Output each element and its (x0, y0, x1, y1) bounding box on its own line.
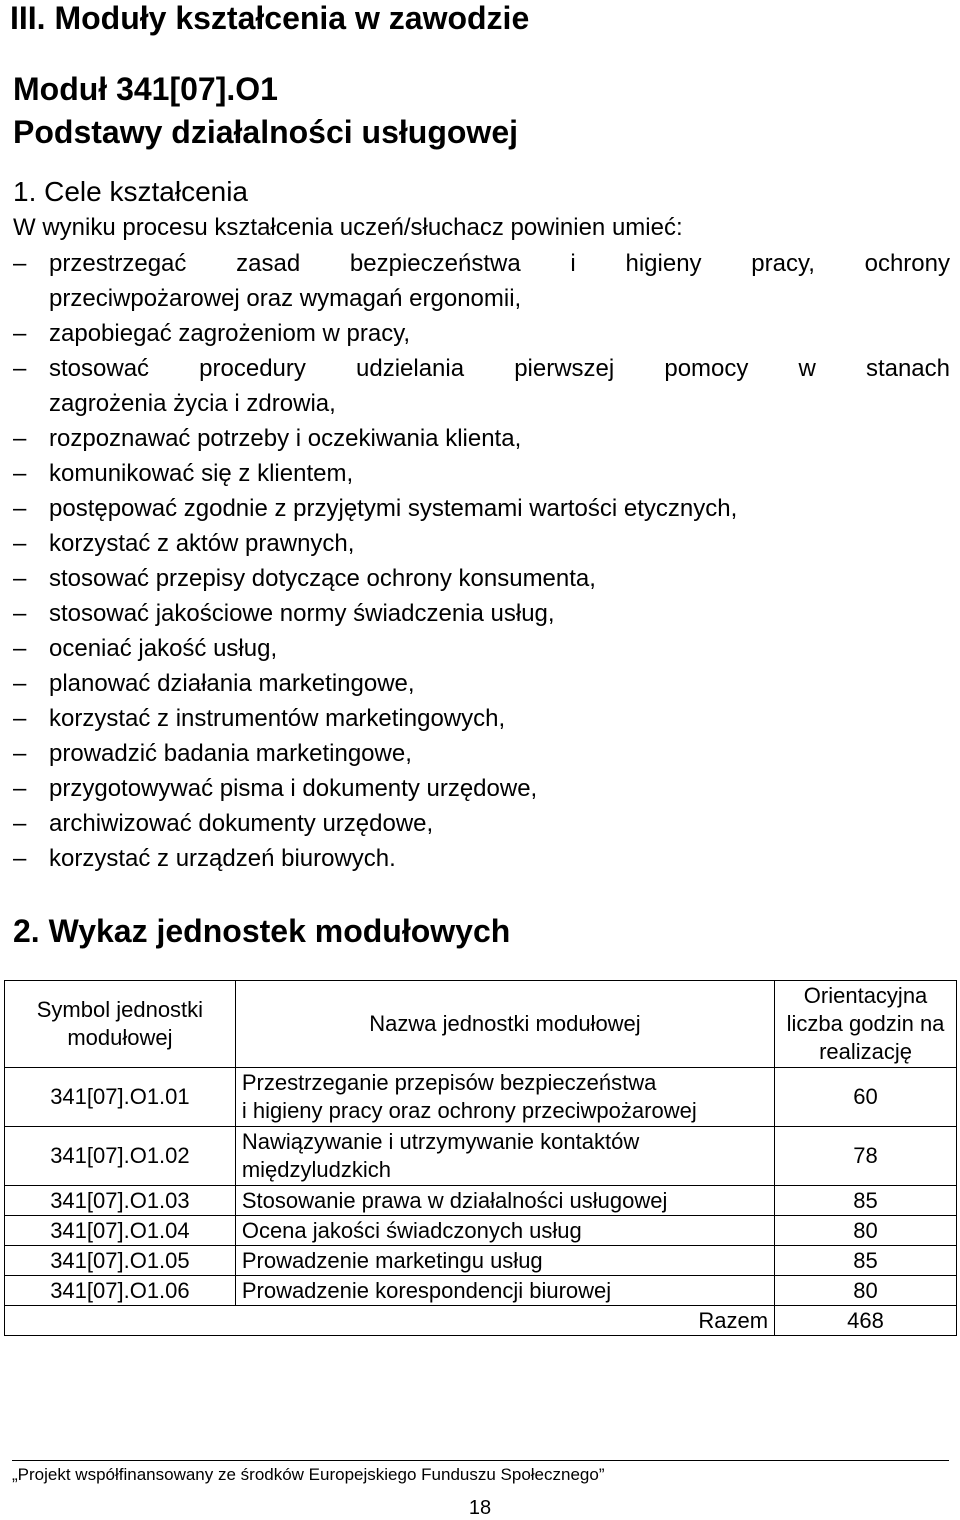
dash-bullet: – (13, 250, 27, 277)
goal-item (13, 526, 950, 561)
table-row (5, 1216, 957, 1246)
goals-heading: 1. Cele kształcenia (13, 176, 249, 207)
goal-item (13, 701, 950, 736)
table-total-row (5, 1306, 957, 1336)
dash-bullet: – (13, 600, 27, 627)
cell-name: Prowadzenie marketingu usług (235, 1246, 774, 1276)
goal-text: stosować procedury udzielania pierwszej pomocy w stanach (49, 355, 950, 382)
goal-text: prowadzić badania marketingowe, (49, 740, 412, 767)
table-row (5, 1186, 957, 1216)
goal-text-continued: zagrożenia życia i zdrowia, (49, 390, 336, 417)
cell-hours: 80 (775, 1276, 957, 1306)
dash-bullet: – (13, 495, 27, 522)
cell-hours: 80 (775, 1216, 957, 1246)
dash-bullet: – (13, 670, 27, 697)
goal-item (13, 316, 950, 351)
cell-hours: 85 (775, 1246, 957, 1276)
dash-bullet: – (13, 705, 27, 732)
units-table (4, 980, 957, 1336)
goal-text: archiwizować dokumenty urzędowe, (49, 810, 434, 837)
cell-symbol: 341[07].O1.03 (5, 1186, 236, 1216)
total-hours: 468 (775, 1306, 957, 1336)
cell-symbol: 341[07].O1.02 (5, 1127, 236, 1186)
cell-name: Prowadzenie korespondencji biurowej (235, 1276, 774, 1306)
goal-item (13, 561, 950, 596)
goal-item (13, 456, 950, 491)
goal-text: zapobiegać zagrożeniom w pracy, (49, 320, 411, 347)
units-heading: 2. Wykaz jednostek modułowych (13, 913, 511, 949)
cell-name-line-1: Przestrzeganie przepisów bezpieczeństwa (241, 1070, 657, 1095)
goal-item (13, 771, 950, 806)
goal-text: korzystać z aktów prawnych, (49, 530, 355, 557)
total-label: Razem (5, 1306, 775, 1336)
dash-bullet: – (13, 775, 27, 802)
goal-item (13, 736, 950, 771)
goal-text: rozpoznawać potrzeby i oczekiwania klienta, (49, 425, 522, 452)
goals-list (13, 246, 950, 876)
dash-bullet: – (13, 320, 27, 347)
goal-text: planować działania marketingowe, (49, 670, 415, 697)
footer-project-note: „Projekt współfinansowany ze środków Europejskiego Funduszu Społecznego” (12, 1465, 605, 1484)
dash-bullet: – (13, 355, 27, 382)
dash-bullet: – (13, 810, 27, 837)
dash-bullet: – (13, 740, 27, 767)
header-hours: Orientacyjna liczba godzin na realizację (775, 981, 957, 1068)
goal-text: korzystać z urządzeń biurowych. (49, 845, 396, 872)
dash-bullet: – (13, 565, 27, 592)
cell-symbol: 341[07].O1.04 (5, 1216, 236, 1246)
cell-hours: 60 (775, 1068, 957, 1127)
dash-bullet: – (13, 530, 27, 557)
cell-name-line-1: Nawiązywanie i utrzymywanie kontaktów (241, 1129, 640, 1154)
goal-item (13, 351, 950, 421)
cell-name-line-2: i higieny pracy oraz ochrony przeciwpożarowej (241, 1098, 697, 1123)
table-row (5, 1127, 957, 1186)
goal-item (13, 596, 950, 631)
goal-text-continued: przeciwpożarowej oraz wymagań ergonomii, (49, 285, 522, 312)
footer-divider (12, 1460, 949, 1461)
goal-item (13, 421, 950, 456)
module-code-heading: Moduł 341[07].O1 (13, 71, 278, 107)
goal-item (13, 806, 950, 841)
dash-bullet: – (13, 460, 27, 487)
cell-name-line-2: międzyludzkich (241, 1157, 391, 1182)
cell-symbol: 341[07].O1.05 (5, 1246, 236, 1276)
dash-bullet: – (13, 425, 27, 452)
goal-text: stosować jakościowe normy świadczenia usług, (49, 600, 555, 627)
goal-text: komunikować się z klientem, (49, 460, 354, 487)
module-name-heading: Podstawy działalności usługowej (13, 114, 518, 150)
cell-name: Ocena jakości świadczonych usług (235, 1216, 774, 1246)
cell-hours: 78 (775, 1127, 957, 1186)
cell-hours: 85 (775, 1186, 957, 1216)
cell-symbol: 341[07].O1.01 (5, 1068, 236, 1127)
goal-text: stosować przepisy dotyczące ochrony konsumenta, (49, 565, 596, 592)
goals-intro: W wyniku procesu kształcenia uczeń/słuchacz powinien umieć: (13, 214, 683, 241)
goal-item (13, 841, 950, 876)
cell-name (235, 1068, 774, 1127)
goal-text: przestrzegać zasad bezpieczeństwa i higieny pracy, ochrony (49, 250, 950, 277)
dash-bullet: – (13, 635, 27, 662)
goal-text: przygotowywać pisma i dokumenty urzędowe, (49, 775, 538, 802)
goal-item (13, 491, 950, 526)
header-name: Nazwa jednostki modułowej (235, 981, 774, 1068)
goal-text: korzystać z instrumentów marketingowych, (49, 705, 506, 732)
cell-name: Stosowanie prawa w działalności usługowej (235, 1186, 774, 1216)
goal-item (13, 631, 950, 666)
goal-item (13, 246, 950, 316)
table-row (5, 1276, 957, 1306)
goal-text: postępować zgodnie z przyjętymi systemami wartości etycznych, (49, 495, 738, 522)
dash-bullet: – (13, 845, 27, 872)
goal-item (13, 666, 950, 701)
cell-name (235, 1127, 774, 1186)
cell-symbol: 341[07].O1.06 (5, 1276, 236, 1306)
table-header-row (5, 981, 957, 1068)
section-title: III. Moduły kształcenia w zawodzie (10, 0, 530, 36)
page-number: 18 (468, 1497, 492, 1519)
header-symbol: Symbol jednostki modułowej (5, 981, 236, 1068)
table-row (5, 1068, 957, 1127)
goal-text: oceniać jakość usług, (49, 635, 278, 662)
table-row (5, 1246, 957, 1276)
